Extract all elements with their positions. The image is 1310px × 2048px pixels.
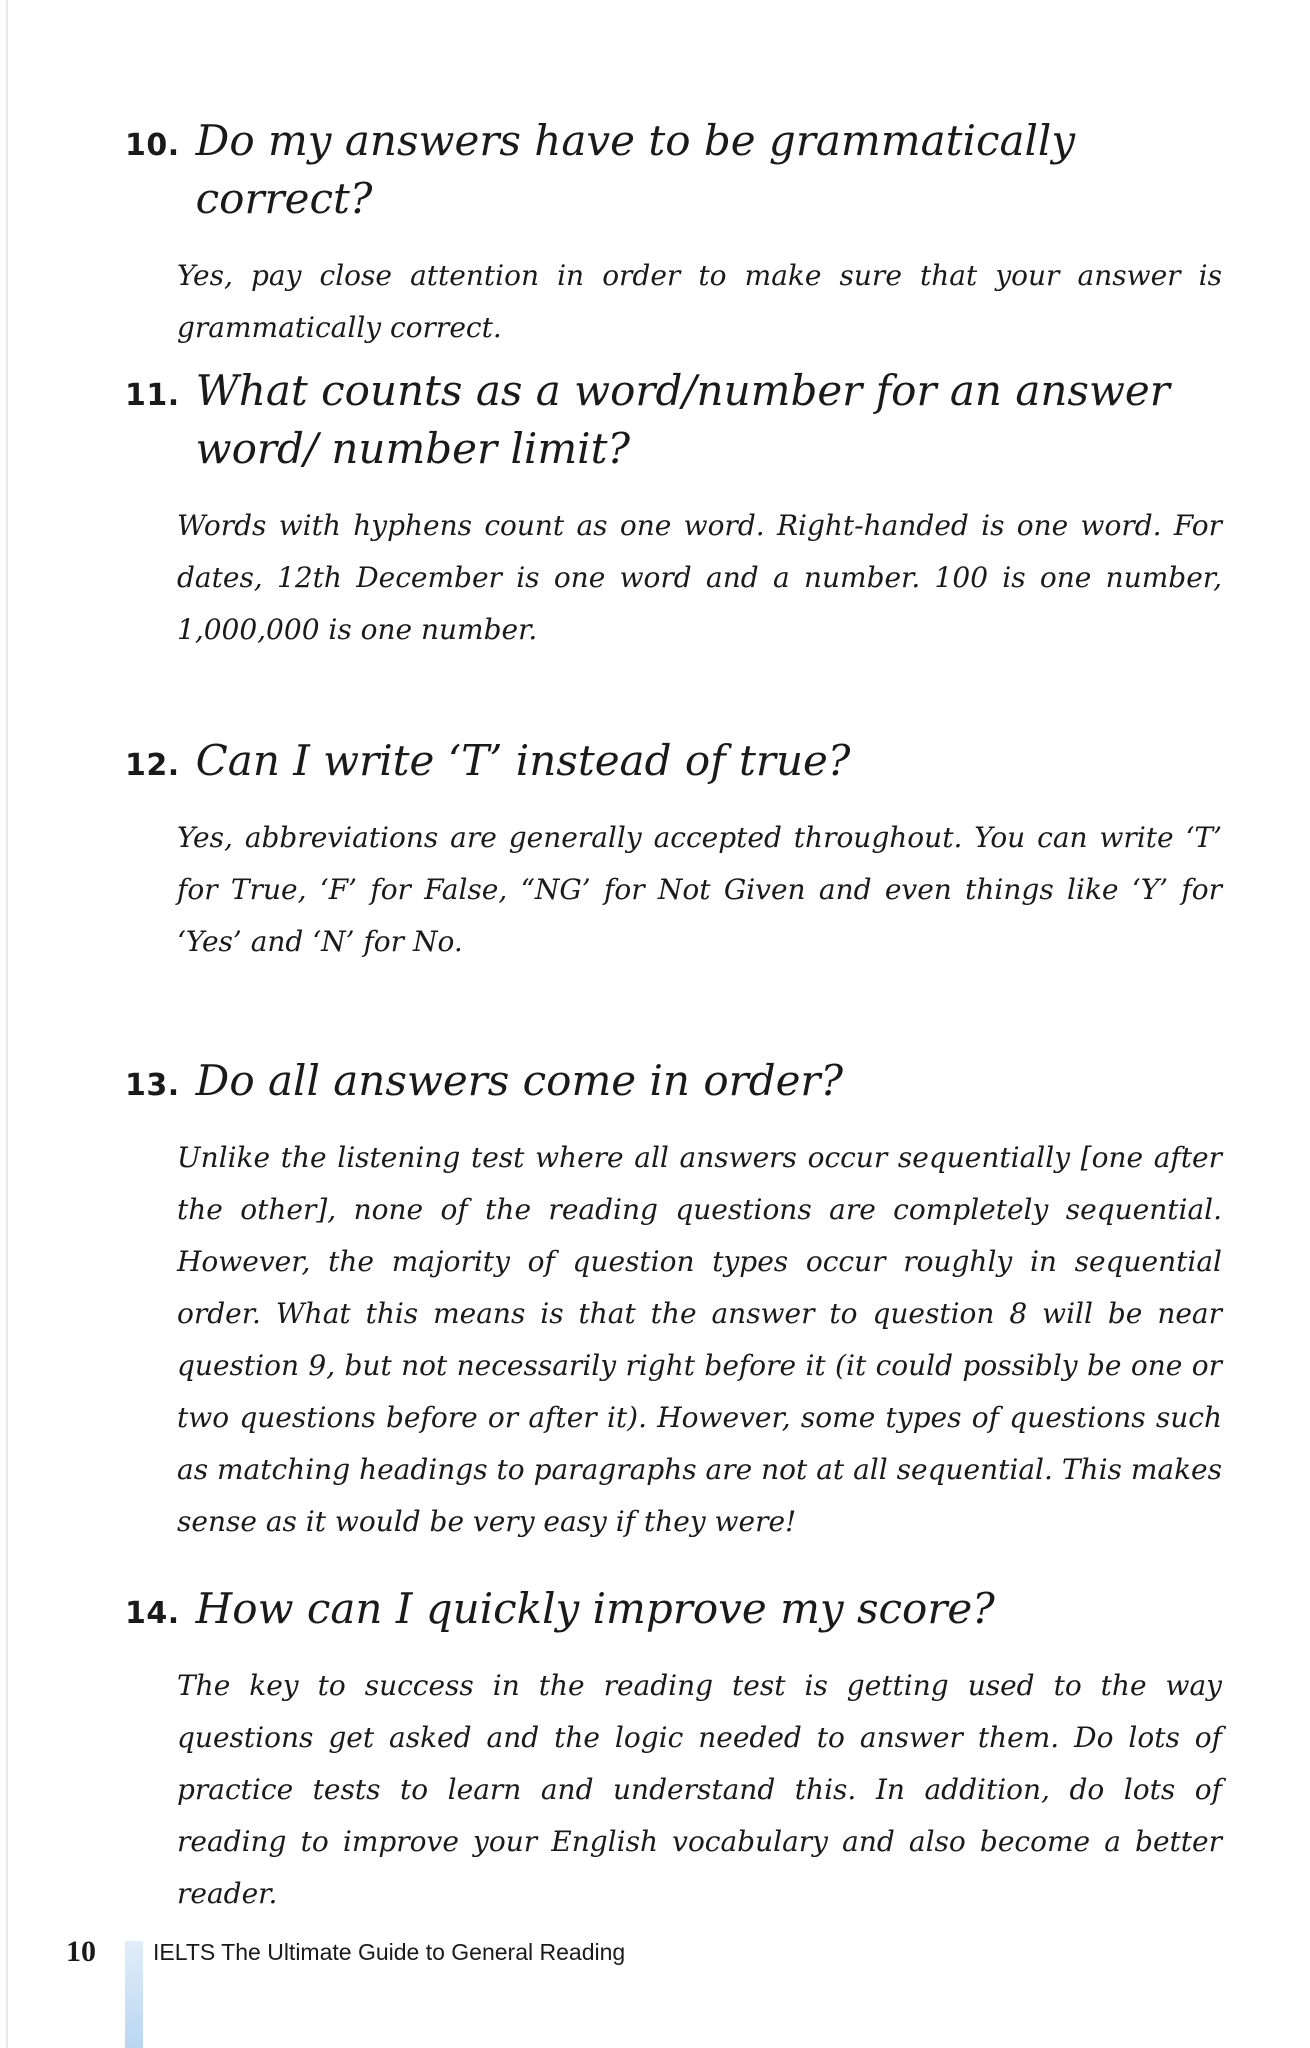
question-number: 14. xyxy=(125,1596,180,1631)
answer-text: The key to success in the reading test is getting used to the way questions get asked and the logic needed to answer them. Do lots of practice tests to learn and understand this. In addition, do lots of reading to improve your English vocabulary and also become a better reader. xyxy=(177,1669,1222,1910)
faq-item-14 xyxy=(125,1580,1225,1920)
faq-item-11 xyxy=(125,362,1225,656)
answer-text: Words with hyphens count as one word. Right-handed is one word. For dates, 12th December is one word and a number. 100 is one number, 1,000,000 is one number. xyxy=(177,509,1222,646)
question-heading xyxy=(125,112,1225,228)
footer-accent-bar xyxy=(125,1941,143,2048)
question-number: 13. xyxy=(125,1068,180,1103)
question-text: What counts as a word/number for an answer word/ number limit? xyxy=(195,366,1170,473)
question-heading xyxy=(125,362,1225,478)
question-text: Do my answers have to be grammatically correct? xyxy=(195,116,1076,223)
question-heading xyxy=(125,1052,1225,1110)
question-number: 12. xyxy=(125,748,180,783)
answer-text: Yes, pay close attention in order to make sure that your answer is grammatically correct. xyxy=(177,259,1222,344)
question-text: Can I write ‘T’ instead of true? xyxy=(195,736,851,785)
answer-text: Unlike the listening test where all answers occur sequentially [one after the other], none of the reading questions are completely sequential. However, the majority of question types occur roughly in sequential order. What this means is that the answer to question 8 will be near question 9, but not necessarily right before it (it could possibly be one or two questions before or after it). However, some types of questions such as matching headings to paragraphs are not at all sequential. This makes sense as it would be very easy if they were! xyxy=(177,1141,1222,1538)
faq-item-10 xyxy=(125,112,1225,354)
question-number: 10. xyxy=(125,128,180,163)
faq-item-13 xyxy=(125,1052,1225,1548)
question-text: How can I quickly improve my score? xyxy=(195,1584,995,1633)
question-text: Do all answers come in order? xyxy=(195,1056,844,1105)
book-title: IELTS The Ultimate Guide to General Reading xyxy=(153,1939,626,1965)
question-heading xyxy=(125,1580,1225,1638)
page-edge-shadow xyxy=(6,0,8,2048)
question-heading xyxy=(125,732,1225,790)
question-number: 11. xyxy=(125,378,180,413)
page-footer xyxy=(0,1935,1310,2048)
answer-text: Yes, abbreviations are generally accepted throughout. You can write ‘T’ for True, ‘F’ for False, “NG’ for Not Given and even things like ‘Y’ for ‘Yes’ and ‘N’ for No. xyxy=(177,821,1222,958)
faq-item-12 xyxy=(125,732,1225,968)
page-number: 10 xyxy=(66,1935,96,1968)
